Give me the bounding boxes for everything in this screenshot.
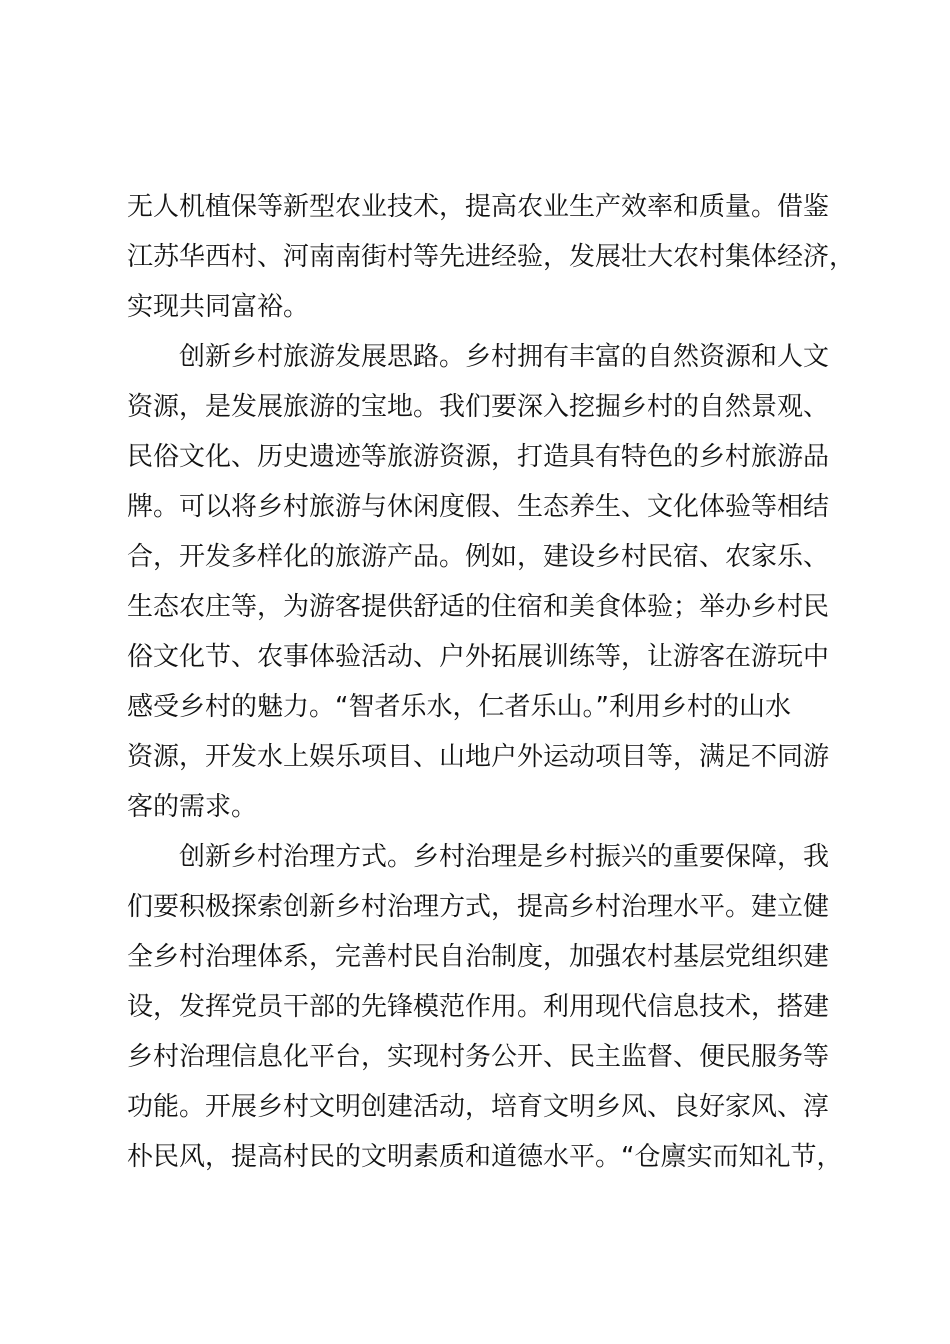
text-line: 牌。可以将乡村旅游与休闲度假、生态养生、文化体验等相结 bbox=[127, 492, 830, 522]
text-line: 俗文化节、农事体验活动、户外拓展训练等，让游客在游玩中 bbox=[127, 642, 830, 672]
text-line: 们要积极探索创新乡村治理方式，提高乡村治理水平。建立健 bbox=[127, 892, 830, 922]
text-line: 无人机植保等新型农业技术，提高农业生产效率和质量。借鉴 bbox=[127, 192, 830, 222]
text-line: 实现共同富裕。 bbox=[127, 292, 310, 322]
text-line: 民俗文化、历史遗迹等旅游资源，打造具有特色的乡村旅游品 bbox=[127, 442, 830, 472]
paragraph-first-line: 创新乡村旅游发展思路。乡村拥有丰富的自然资源和人文 bbox=[179, 342, 830, 372]
text-line: 功能。开展乡村文明创建活动，培育文明乡风、良好家风、淳 bbox=[127, 1092, 830, 1122]
text-line: 合，开发多样化的旅游产品。例如，建设乡村民宿、农家乐、 bbox=[127, 542, 830, 572]
paragraph-first-line: 创新乡村治理方式。乡村治理是乡村振兴的重要保障，我 bbox=[179, 842, 830, 872]
text-line: 感受乡村的魅力。“智者乐水，仁者乐山。”利用乡村的山水 bbox=[127, 692, 791, 722]
text-line: 客的需求。 bbox=[127, 792, 258, 822]
text-line: 资源，开发水上娱乐项目、山地户外运动项目等，满足不同游 bbox=[127, 742, 830, 772]
text-line: 资源，是发展旅游的宝地。我们要深入挖掘乡村的自然景观、 bbox=[127, 392, 830, 422]
text-line: 江苏华西村、河南南街村等先进经验，发展壮大农村集体经济， bbox=[127, 242, 856, 272]
text-line: 设，发挥党员干部的先锋模范作用。利用现代信息技术，搭建 bbox=[127, 992, 830, 1022]
text-line: 生态农庄等，为游客提供舒适的住宿和美食体验；举办乡村民 bbox=[127, 592, 830, 622]
text-line: 朴民风，提高村民的文明素质和道德水平。“仓廪实而知礼节， bbox=[127, 1142, 843, 1172]
body-text bbox=[127, 182, 856, 1182]
text-line: 乡村治理信息化平台，实现村务公开、民主监督、便民服务等 bbox=[127, 1042, 830, 1072]
text-line: 全乡村治理体系，完善村民自治制度，加强农村基层党组织建 bbox=[127, 942, 830, 972]
